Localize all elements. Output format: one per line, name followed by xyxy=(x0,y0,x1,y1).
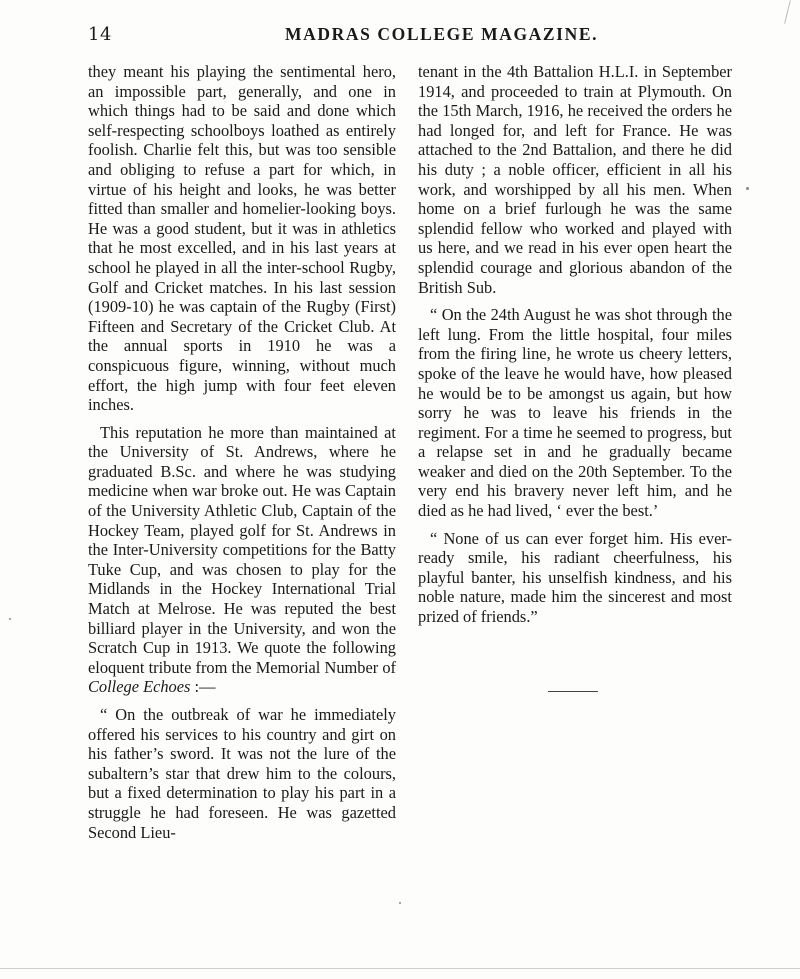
left-paragraph-3: “ On the outbreak of war he immediately offered his services to his country and girt on his father’s sword. It was not the lure of the subaltern’s star that drew him to the colours, but a fixed determination to play his part in a struggle he had foreseen. He was gazetted Second Lieu- xyxy=(88,705,396,842)
left-paragraph-1: they meant his playing the sentimental hero, an impossible part, generally, and one in which things had to be said and done which self-respecting schoolboys loathed as entirely foolish. Charlie felt this, but was too sensible and obliging to refuse a part for which, in virtue of his height and looks, he was better fitted than smaller and homelier-looking boys. He was a good student, but it was in athletics that he most excelled, and in his last years at school he played in all the inter-school Rugby, Golf and Cricket matches. In his last session (1909-10) he was captain of the Rugby (First) Fifteen and Secretary of the Cricket Club. At the annual sports in 1910 he was a conspicuous figure, winning, without much effort, the high jump with four feet eleven inches. xyxy=(88,62,396,415)
left-paragraph-2-text: This reputation he more than maintained at the University of St. Andrews, where he graduated B.Sc. and where he was studying medicine when war broke out. He was Captain of the University Athletic Club, Captain of the Hockey Team, played golf for St. Andrews in the Inter-University competitions for the Batty Tuke Cup, and was chosen to play for the Midlands in the Hockey International Trial Match at Melrose. He was reputed the best billiard player in the University, and won the Scratch Cup in 1913. We quote the following eloquent tribute from the Memorial Number of xyxy=(88,422,396,677)
section-end-rule xyxy=(548,691,598,692)
left-paragraph-2 xyxy=(88,423,396,697)
left-column xyxy=(88,62,396,850)
left-paragraph-2-end: :— xyxy=(190,677,216,697)
page-bottom-edge xyxy=(0,968,800,969)
magazine-title: MADRAS COLLEGE MAGAZINE. xyxy=(285,24,599,44)
right-column xyxy=(418,62,732,635)
publication-title: College Echoes xyxy=(88,677,191,697)
ink-speck xyxy=(746,187,749,190)
page-header xyxy=(88,24,740,52)
page-number: 14 xyxy=(88,24,112,45)
right-paragraph-3: “ None of us can ever forget him. His ever-ready smile, his radiant cheerfulness, his playful banter, his unselfish kindness, and his noble nature, made him the sincerest and most prized of friends.” xyxy=(418,528,732,627)
ink-speck xyxy=(399,902,401,904)
page-edge-mark xyxy=(784,0,791,24)
right-paragraph-1: tenant in the 4th Battalion H.L.I. in September 1914, and proceeded to train at Plymouth. On the 15th March, 1916, he received the orders he had longed for, and left for France. He was attached to the 2nd Battalion, and there he did his duty ; a noble officer, efficient in all his work, and worshipped by all his men. When home on a brief furlough he was the same splendid fellow who worked and played with us here, and we read in his ever open heart the splendid courage and glorious abandon of the British Sub. xyxy=(418,62,732,297)
right-paragraph-2: “ On the 24th August he was shot through the left lung. From the little hospital, four miles from the firing line, he wrote us cheery letters, spoke of the leave he would have, how pleased he would be to be amongst us again, but how sorry he was to leave his friends in the regiment. For a time he seemed to progress, but a relapse set in and he gradually became weaker and died on the 20th September. To the very end his bravery never left him, and he died as he had lived, ‘ ever the best.’ xyxy=(418,305,732,521)
ink-speck xyxy=(9,618,11,620)
